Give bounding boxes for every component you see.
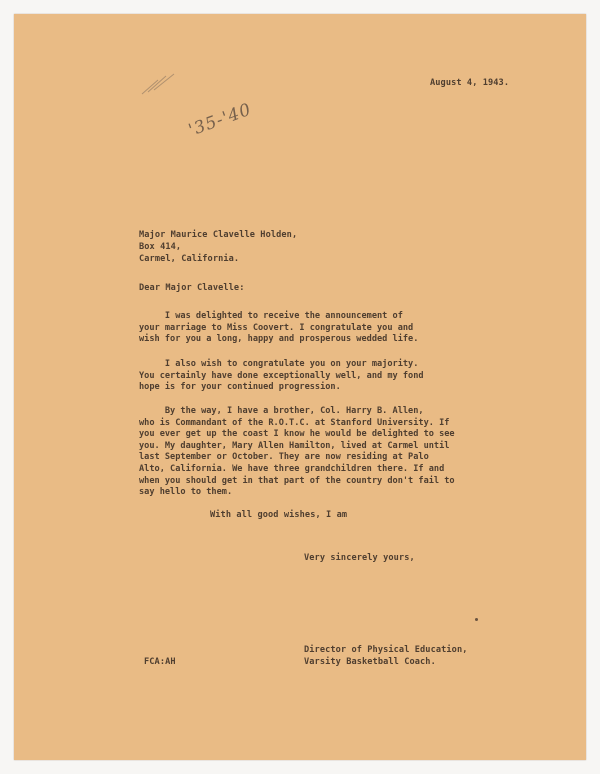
paragraph-line: Alto, California. We have three grandchildren there. If and [139,463,445,474]
paragraph-line: wish for you a long, happy and prosperous wedded life. [139,334,419,345]
paragraph-line: last September or October. They are now residing at Palo [139,452,429,463]
paragraph-line: hope is for your continued progression. [139,382,341,393]
paragraph-line: You certainly have done exceptionally well, and my fond [139,370,424,381]
signer-title-coach: Varsity Basketball Coach. [304,657,436,667]
paragraph-family-news [139,406,509,499]
paragraph-line: I also wish to congratulate you on your majority. [139,359,419,369]
handwritten-years-note: '35-'40 [186,99,255,141]
paragraph-line: you ever get up the coast I know he would be delighted to see [139,429,455,440]
closing-line: With all good wishes, I am [210,510,348,520]
recipient-name: Major Maurice Clavelle Holden, [139,230,298,240]
paragraph-congratulations-marriage [139,311,509,346]
pencil-scratch-mark [140,70,180,98]
paragraph-congratulations-majority [139,359,509,394]
paragraph-line: you. My daughter, Mary Allen Hamilton, lived at Carmel until [139,440,450,451]
reference-initials: FCA:AH [144,657,176,667]
paragraph-line: when you should get in that part of the country don't fail to [139,475,455,486]
signer-title-director: Director of Physical Education, [304,645,468,655]
paragraph-line: who is Commandant of the R.O.T.C. at Stanford University. If [139,417,450,428]
recipient-box: Box 414, [139,242,182,252]
sign-off: Very sincerely yours, [304,553,415,563]
recipient-city: Carmel, California. [139,254,240,264]
ink-dot [475,618,478,621]
salutation: Dear Major Clavelle: [139,283,245,293]
paragraph-line: say hello to them. [139,487,233,498]
letter-page [14,14,586,760]
paragraph-line: your marriage to Miss Coovert. I congratulate you and [139,322,414,333]
paragraph-line: By the way, I have a brother, Col. Harry B. Allen, [139,406,424,416]
letter-date: August 4, 1943. [430,78,510,88]
paragraph-line: I was delighted to receive the announcement of [139,311,403,321]
